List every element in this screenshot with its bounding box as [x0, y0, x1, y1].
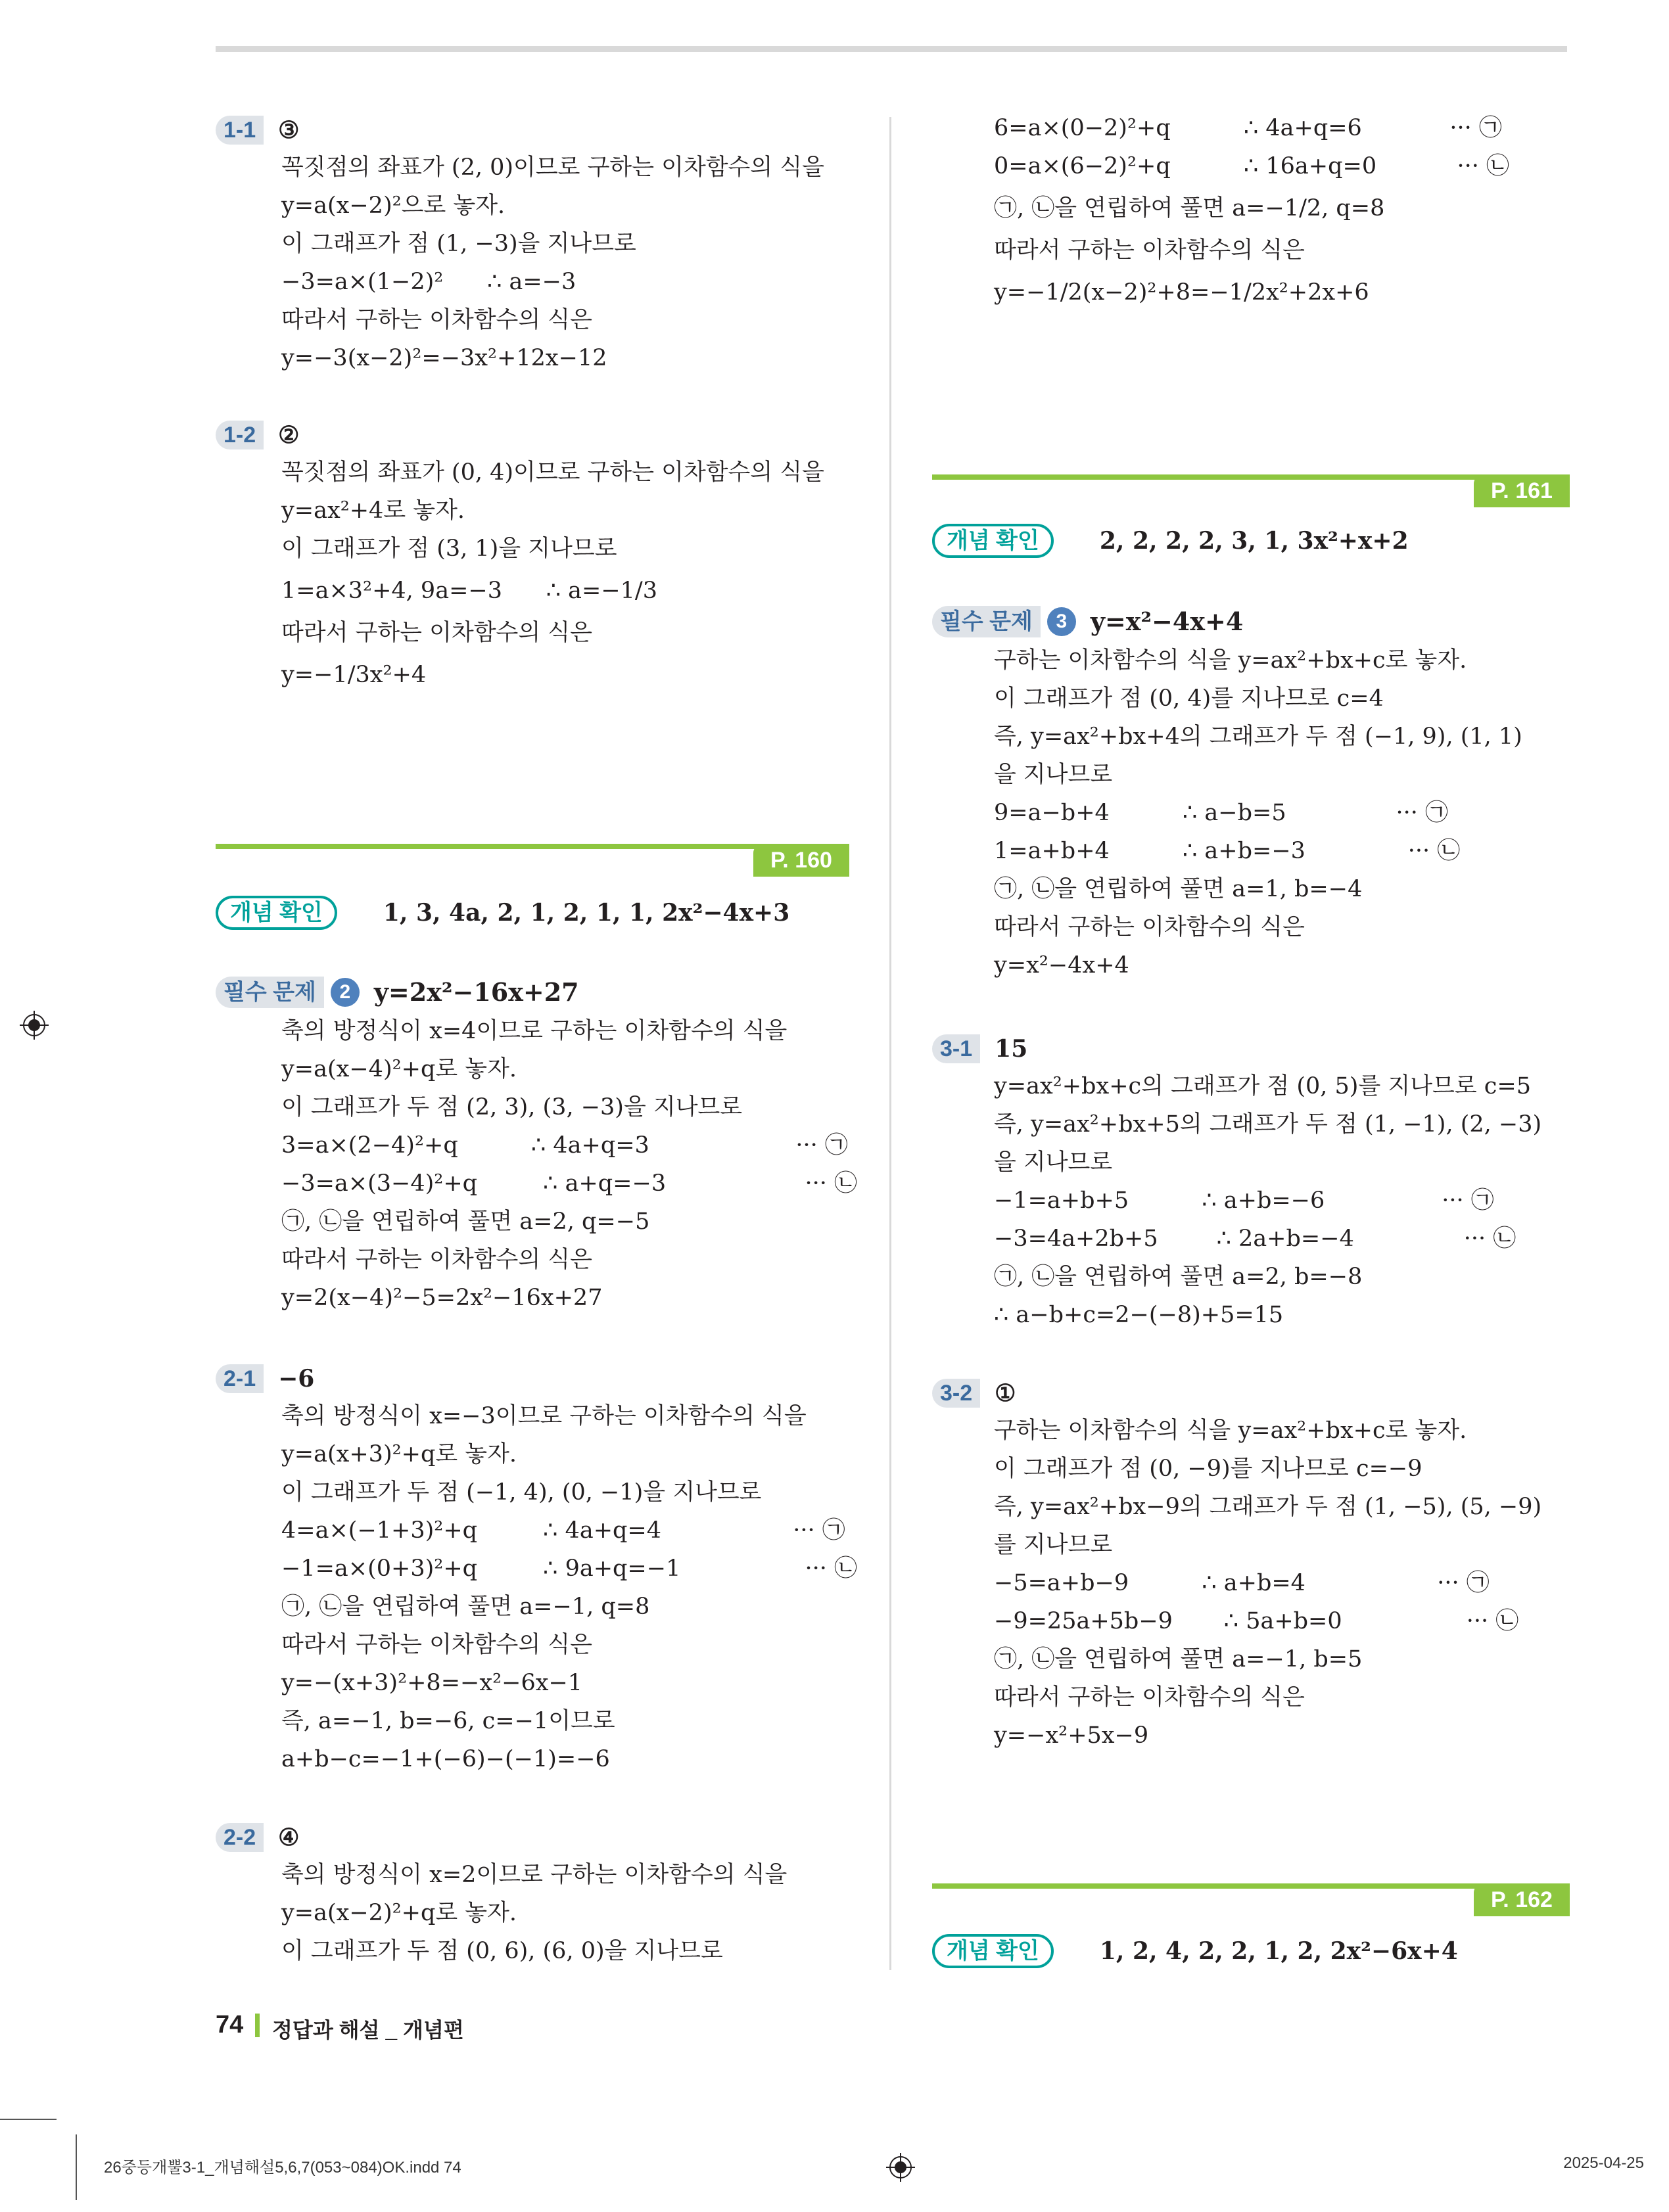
- crop-mark-vertical: [76, 2134, 77, 2200]
- problem-answer: ③: [278, 116, 300, 144]
- slug-date: 2025-04-25: [1563, 2154, 1644, 2172]
- page-tag-p161: P. 161: [1474, 474, 1570, 507]
- problem-tag: 2-2: [216, 1823, 264, 1852]
- solution-line: y=a(x+3)²+q로 놓자.: [281, 1441, 517, 1467]
- solution-line: 축의 방정식이 x=2이므로 구하는 이차함수의 식을: [281, 1862, 787, 1888]
- concept-check-answer: 2, 2, 2, 2, 3, 1, 3x²+x+2: [1099, 526, 1409, 555]
- problem-3-2: [932, 1373, 1563, 1755]
- problem-answer: ②: [278, 421, 300, 449]
- solution-line: 이 그래프가 점 (0, −9)를 지나므로 c=−9: [994, 1456, 1422, 1482]
- solution-line: y=−3(x−2)²=−3x²+12x−12: [281, 345, 607, 371]
- footer-divider: [255, 2014, 260, 2037]
- problem-2-1: [216, 1359, 873, 1778]
- concept-check-p161: [932, 522, 1409, 559]
- solution-line: 1=a+b+4 ∴ a+b=−3 ··· ㉡: [994, 838, 1461, 864]
- solution-line: y=ax²+bx+c의 그래프가 점 (0, 5)를 지나므로 c=5: [994, 1073, 1531, 1099]
- solution-line: 즉, a=−1, b=−6, c=−1이므로: [281, 1708, 615, 1734]
- solution-line: ∴ a−b+c=2−(−8)+5=15: [994, 1302, 1284, 1328]
- solution-line: ㉠, ㉡을 연립하여 풀면 a=−1, b=5: [994, 1646, 1363, 1672]
- registration-mark-icon: [20, 1011, 49, 1040]
- section-bar-p162: [932, 1883, 1567, 1889]
- solution-line: ㉠, ㉡을 연립하여 풀면 a=2, q=−5: [281, 1209, 650, 1235]
- solution-line: 구하는 이차함수의 식을 y=ax²+bx+c로 놓자.: [994, 647, 1467, 674]
- solution-line: 즉, y=ax²+bx−9의 그래프가 두 점 (1, −5), (5, −9): [994, 1494, 1542, 1520]
- problem-3-1: [932, 1029, 1563, 1334]
- solution-line: −3=a×(1−2)² ∴ a=−3: [281, 269, 576, 295]
- footer-title: 정답과 해설 _ 개념편: [272, 2018, 464, 2042]
- required-problem-label: 필수 문제: [932, 606, 1041, 637]
- solution-line: y=a(x−2)²+q로 놓자.: [281, 1900, 517, 1926]
- solution-line: 따라서 구하는 이차함수의 식은: [281, 620, 592, 646]
- solution-line: y=a(x−2)²으로 놓자.: [281, 193, 505, 219]
- solution-line: 구하는 이차함수의 식을 y=ax²+bx+c로 놓자.: [994, 1417, 1467, 1444]
- solution-line: 꼭짓점의 좌표가 (2, 0)이므로 구하는 이차함수의 식을: [281, 154, 824, 181]
- registration-mark-icon: [886, 2153, 915, 2182]
- top-rule: [216, 46, 1567, 52]
- solution-line: 이 그래프가 두 점 (0, 6), (6, 0)을 지나므로: [281, 1938, 723, 1964]
- problem-tag: 3-2: [932, 1379, 980, 1408]
- solution-line: 축의 방정식이 x=4이므로 구하는 이차함수의 식을: [281, 1018, 787, 1044]
- solution-line: 따라서 구하는 이차함수의 식은: [994, 237, 1305, 264]
- page-tag-p160: P. 160: [753, 844, 849, 877]
- problem-number-badge: 3: [1047, 607, 1076, 636]
- solution-line: 을 지나므로: [994, 762, 1113, 788]
- required-problem-answer: y=x²−4x+4: [1090, 606, 1244, 636]
- problem-number-badge: 2: [331, 978, 360, 1007]
- solution-line: 4=a×(−1+3)²+q ∴ 4a+q=4 ··· ㉠: [281, 1517, 845, 1544]
- solution-line: 이 그래프가 두 점 (−1, 4), (0, −1)을 지나므로: [281, 1479, 762, 1506]
- solution-line: y=−1/2(x−2)²+8=−1/2x²+2x+6: [994, 279, 1369, 306]
- solution-line: 6=a×(0−2)²+q ∴ 4a+q=6 ··· ㉠: [994, 115, 1502, 141]
- required-problem-label: 필수 문제: [216, 977, 324, 1008]
- concept-check-label: 개념 확인: [216, 896, 337, 930]
- solution-line: y=−1/3x²+4: [281, 662, 427, 688]
- section-bar-p161: [932, 474, 1567, 480]
- concept-check-p160: [216, 894, 789, 931]
- problem-2-2: [216, 1818, 873, 1970]
- problem-answer: −6: [278, 1364, 315, 1393]
- solution-line: 즉, y=ax²+bx+5의 그래프가 두 점 (1, −1), (2, −3): [994, 1111, 1542, 1138]
- solution-line: 따라서 구하는 이차함수의 식은: [994, 1684, 1305, 1711]
- page-tag-p162: P. 162: [1474, 1883, 1570, 1916]
- solution-line: 3=a×(2−4)²+q ∴ 4a+q=3 ··· ㉠: [281, 1132, 848, 1159]
- solution-line: ㉠, ㉡을 연립하여 풀면 a=−1/2, q=8: [994, 195, 1385, 221]
- problem-answer: ④: [278, 1823, 300, 1851]
- solution-line: y=2(x−4)²−5=2x²−16x+27: [281, 1285, 603, 1311]
- problem-tag: 1-2: [216, 421, 264, 449]
- problem-1-1: [216, 110, 873, 377]
- solution-line: 9=a−b+4 ∴ a−b=5 ··· ㉠: [994, 800, 1449, 826]
- solution-line: 따라서 구하는 이차함수의 식은: [281, 1247, 592, 1273]
- solution-line: 을 지나므로: [994, 1149, 1113, 1176]
- required-problem-3: [932, 601, 1563, 984]
- solution-line: ㉠, ㉡을 연립하여 풀면 a=1, b=−4: [994, 876, 1363, 902]
- solution-line: 이 그래프가 점 (1, −3)을 지나므로: [281, 231, 636, 257]
- solution-line: 이 그래프가 점 (0, 4)를 지나므로 c=4: [994, 685, 1384, 712]
- slug-filename: 26중등개뿔3-1_개념해설5,6,7(053~084)OK.indd 74: [104, 2159, 461, 2177]
- section-bar-p160: [216, 844, 847, 849]
- problem-1-2: [216, 415, 873, 698]
- page-number: 74: [216, 2011, 244, 2039]
- solution-line: 이 그래프가 두 점 (2, 3), (3, −3)을 지나므로: [281, 1094, 743, 1120]
- solution-line: −1=a+b+5 ∴ a+b=−6 ··· ㉠: [994, 1187, 1494, 1214]
- solution-line: y=−(x+3)²+8=−x²−6x−1: [281, 1670, 583, 1696]
- solution-line: −9=25a+5b−9 ∴ 5a+b=0 ··· ㉡: [994, 1608, 1519, 1634]
- solution-line: 즉, y=ax²+bx+4의 그래프가 두 점 (−1, 9), (1, 1): [994, 724, 1522, 750]
- solution-line: ㉠, ㉡을 연립하여 풀면 a=2, b=−8: [994, 1264, 1363, 1290]
- solution-line: 꼭짓점의 좌표가 (0, 4)이므로 구하는 이차함수의 식을: [281, 459, 824, 486]
- solution-line: y=a(x−4)²+q로 놓자.: [281, 1056, 517, 1082]
- solution-line: ㉠, ㉡을 연립하여 풀면 a=−1, q=8: [281, 1594, 650, 1620]
- required-problem-2: [216, 971, 873, 1317]
- solution-line: 이 그래프가 점 (3, 1)을 지나므로: [281, 536, 617, 562]
- solution-line: y=x²−4x+4: [994, 952, 1129, 979]
- problem-tag: 3-1: [932, 1034, 980, 1063]
- solution-line: y=−x²+5x−9: [994, 1722, 1149, 1749]
- solution-line: 1=a×3²+4, 9a=−3 ∴ a=−1/3: [281, 578, 657, 604]
- solution-line: −5=a+b−9 ∴ a+b=4 ··· ㉠: [994, 1570, 1490, 1596]
- problem-answer: 15: [995, 1034, 1028, 1063]
- solution-line: y=ax²+4로 놓자.: [281, 497, 465, 524]
- concept-check-answer: 1, 3, 4a, 2, 1, 2, 1, 1, 2x²−4x+3: [383, 898, 790, 927]
- problem-tag: 2-1: [216, 1364, 264, 1393]
- solution-line: 0=a×(6−2)²+q ∴ 16a+q=0 ··· ㉡: [994, 153, 1509, 179]
- solution-line: −3=4a+2b+5 ∴ 2a+b=−4 ··· ㉡: [994, 1226, 1516, 1252]
- solution-line: 따라서 구하는 이차함수의 식은: [281, 1632, 592, 1658]
- solution-line: −3=a×(3−4)²+q ∴ a+q=−3 ··· ㉡: [281, 1170, 857, 1197]
- concept-check-label: 개념 확인: [932, 1934, 1054, 1968]
- problem-2-2-continued: [994, 109, 1586, 315]
- solution-line: 따라서 구하는 이차함수의 식은: [281, 307, 592, 333]
- solution-line: 를 지나므로: [994, 1532, 1113, 1558]
- solution-line: 축의 방정식이 x=−3이므로 구하는 이차함수의 식을: [281, 1403, 807, 1429]
- problem-answer: ①: [995, 1379, 1016, 1407]
- solution-line: −1=a×(0+3)²+q ∴ 9a+q=−1 ··· ㉡: [281, 1555, 857, 1582]
- concept-check-answer: 1, 2, 4, 2, 2, 1, 2, 2x²−6x+4: [1099, 1937, 1458, 1965]
- solution-line: 따라서 구하는 이차함수의 식은: [994, 914, 1305, 940]
- column-divider: [889, 117, 891, 1970]
- solution-line: a+b−c=−1+(−6)−(−1)=−6: [281, 1746, 610, 1772]
- required-problem-answer: y=2x²−16x+27: [373, 977, 579, 1007]
- problem-tag: 1-1: [216, 116, 264, 145]
- crop-mark-horizontal: [0, 2119, 57, 2120]
- concept-check-p162: [932, 1932, 1458, 1969]
- concept-check-label: 개념 확인: [932, 524, 1054, 558]
